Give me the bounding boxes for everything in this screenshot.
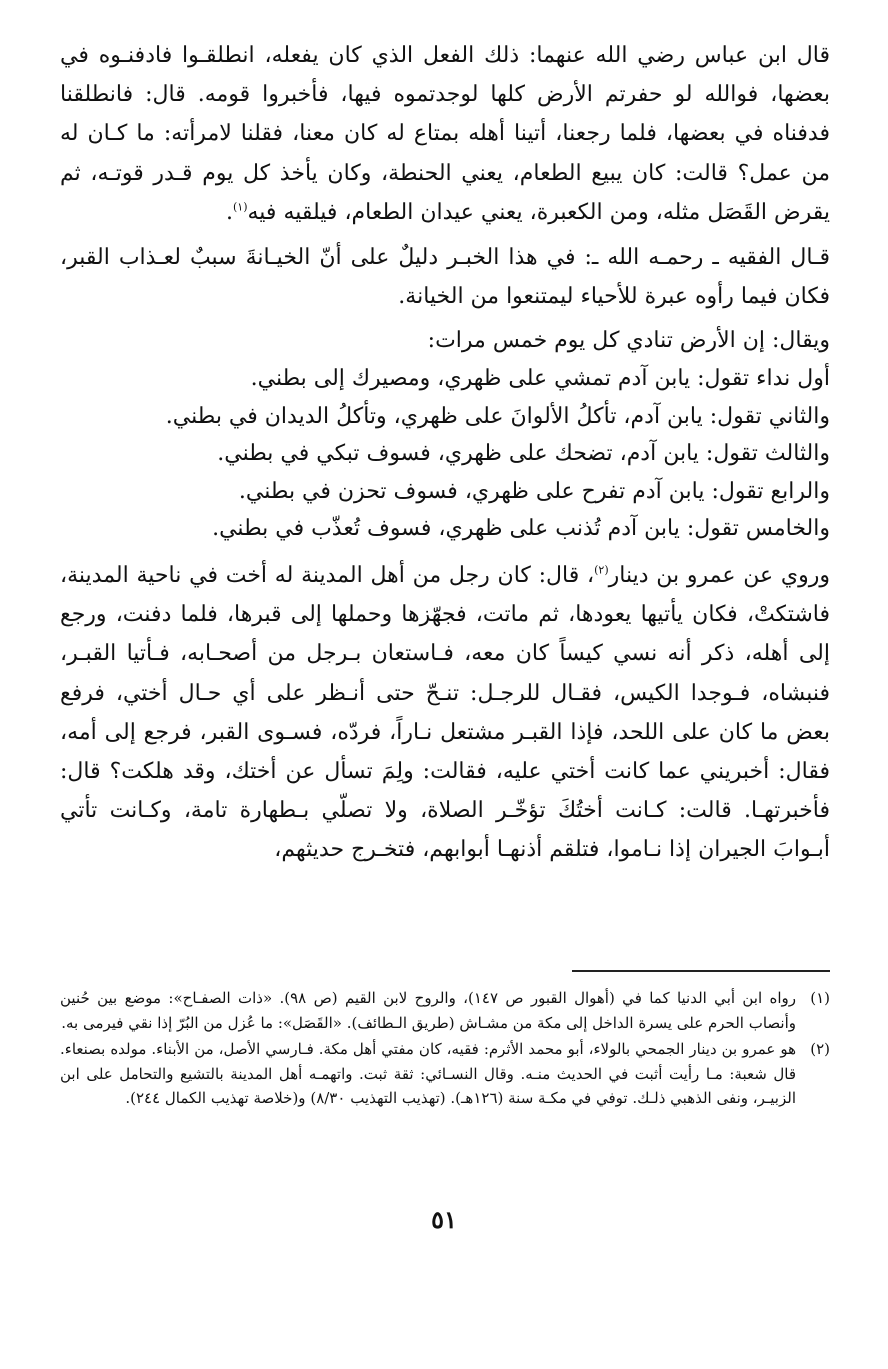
footnote-separator: [572, 970, 830, 972]
footnote-reference-2: (٢): [594, 563, 609, 577]
story-opening: وروي عن عمرو بن دينار: [608, 562, 830, 588]
footnote-number: (١): [810, 989, 830, 1007]
five-calls-list: [60, 322, 830, 548]
story-body: ، قال: كان رجل من أهل المدينة له أخت في ناحية المدينة، فاشتكتْ، فكان يأتيها يعودها، ثم ماتت، فجهّزها وحملها إلى قبرها، فلما دفنت، ورجع إلى أهله، ذكر أنه نسي كيساً كان معه، فـاستعان بـرجل من أصحـابه، فـأتيا القبـر، فنبشاه، فـوجدا الكيس، فقـال للرجـل: تنـحّ حتى أنـظر على أي حـال أختي، فرفع بعض ما كان على اللحد، فإذا القبـر مشتعل نـاراً، فردّه، فسـوى القبر، فرجع إلى أمه، فقال: أخبريني عما كانت أختي عليه، فقالت: ولِمَ تسأل عن أختك، وقد هلكت؟ قال: فأخبرتهـا. قالت: كـانت أختُكَ تؤخّـر الصلاة، ولا تصلّي بـطهارة تامة، وكـانت تأتي أبـوابَ الجيران إذا نـاموا، فتلقم أذنهـا أبوابهم، فتخـرج حديثهم،: [60, 562, 830, 863]
main-text: [60, 36, 830, 870]
paragraph-story: [60, 556, 830, 870]
paragraph-faqih: [60, 238, 830, 316]
page-number: ٥١: [431, 1205, 457, 1234]
list-item: والرابع تقول: يابن آدم تفرح على ظهري، فسوف تحزن في بطني.: [238, 478, 830, 504]
list-item: والخامس تقول: يابن آدم تُذنب على ظهري، فسوف تُعذّب في بطني.: [212, 516, 830, 542]
paragraph-text: قال ابن عباس رضي الله عنهما: ذلك الفعل الذي كان يفعله، انطلقـوا فادفنـوه في بعضها، فوالله لو حفرتم الأرض كلها لوجدتموه فيها، فأخبروا قومه. قال: فانطلقنا فدفناه في بعضها، فلما رجعنا، أتينا أهله بمتاع له كان معنا، فقلنا لامرأته: ما كـان له من عمل؟ قالت: كان يبيع الطعام، يعني الحنطة، وكان يأخذ كل يوم قـدر قوتـه، ثم يقرض القَصَل مثله، ومن الكعبرة، يعني عيدان الطعام، فيلقيه فيه: [60, 43, 830, 225]
list-item: والثاني تقول: يابن آدم، تأكلُ الألوانَ على ظهري، وتأكلُ الديدان في بطني.: [165, 403, 830, 429]
footnote-reference-1: (١): [232, 200, 248, 214]
paragraph-ibn-abbas: قال ابن عباس رضي الله عنهما: ذلك الفعل الذي كان يفعله، انطلقـوا فادفنـوه في بعضها، فوالله لو حفرتم الأرض كلها لوجدتموه فيها، فأخبروا قومه. قال: فانطلقنا فدفناه في بعضها، فلما رجعنا، أتينا أهله بمتاع له كان معنا، فقلنا لامرأته: ما كـان له من عمل؟ قالت: كان يبيع الطعام، يعني الحنطة، وكان يأخذ كل يوم قـدر قوتـه، ثم يقرض القَصَل مثله، ومن الكعبرة، يعني عيدان الطعام، فيلقيه فيه$^{(١)}$.: [60, 43, 830, 225]
footnote-text: رواه ابن أبي الدنيا كما في (أهوال القبور ص ١٤٧)، والروح لابن القيم (ص ٩٨). «ذات الصفـاح»: موضع بين حُنين وأنصاب الحرم على يسرة الداخل إلى مكة من مشـاش (طريق الـطائف). «القَصَل»: ما عُزل من البُرّ إذا نقي فيرمى به.: [60, 989, 797, 1032]
list-item: والثالث تقول: يابن آدم، تضحك على ظهري، فسوف تبكي في بطني.: [217, 441, 830, 467]
footnotes: [60, 986, 830, 1113]
footnote-1: [60, 986, 830, 1035]
list-item: أول نداء تقول: يابن آدم تمشي على ظهري، ومصيرك إلى بطني.: [250, 366, 830, 392]
paragraph-text: قـال الفقيه ـ رحمـه الله ـ: في هذا الخبـر دليلٌ على أنّ الخيـانةَ سببٌ لعـذاب القبر، فكان فيما رأوه عبرة للأحياء ليمتنعوا من الخيانة.: [60, 245, 830, 310]
footnote-2: [60, 1037, 830, 1111]
list-intro: ويقال: إن الأرض تنادي كل يوم خمس مرات:: [427, 328, 830, 354]
footnote-text: هو عمرو بن دينار الجمحي بالولاء، أبو محمد الأثرم: فقيه، كان مفتي أهل مكة. فـارسي الأصل، من الأبناء. مولده بصنعاء. قال شعبة: مـا رأيت أثبت في الحديث منـه. وقال النسـائي: ثقة ثبت. واتهمـه أهل المدينة بالتشيع والتحامل على ابن الزبيـر، ونفى الذهبي ذلـك. توفي في مكـة سنة (١٢٦هـ). (تهذيب التهذيب ٨/٣٠) و(خلاصة تهذيب الكمال ٢٤٤).: [60, 1040, 796, 1107]
footnote-number: (٢): [810, 1040, 830, 1058]
